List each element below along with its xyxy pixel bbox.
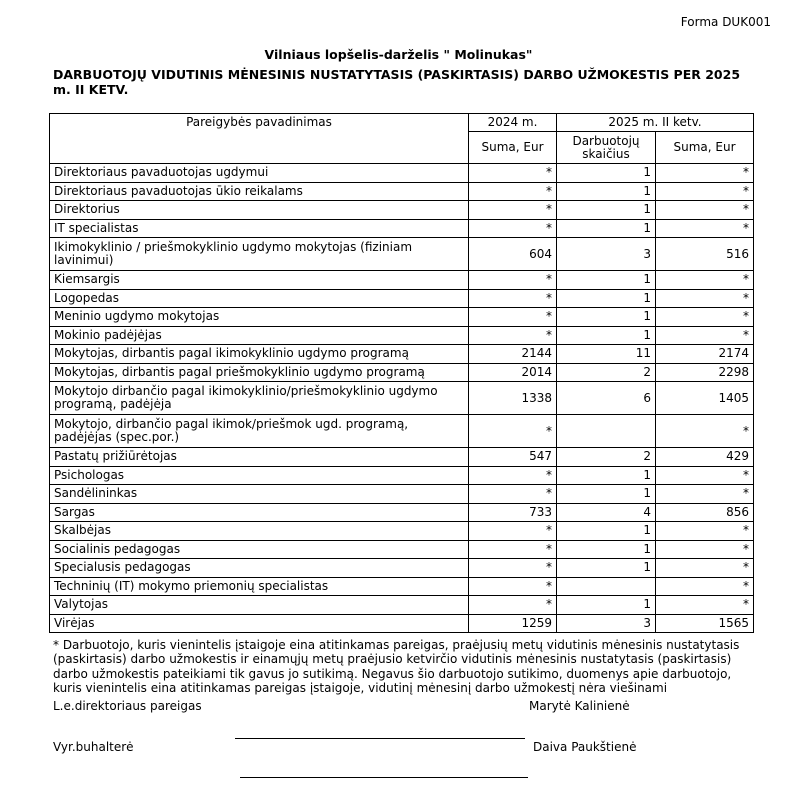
employee-count-cell: 11 [557,345,656,364]
sum-2025-cell: * [656,182,754,201]
sum-2024-cell: * [469,271,557,290]
employee-count-cell: 1 [557,219,656,238]
table-row [50,577,754,596]
header-employee-count: Darbuotojų skaičius [557,132,656,164]
employee-count-cell: 2 [557,363,656,382]
table-row [50,182,754,201]
sum-2025-cell: * [656,308,754,327]
sum-2024-cell: * [469,326,557,345]
sum-2024-cell: 547 [469,448,557,467]
employee-count-cell: 3 [557,614,656,633]
sum-2024-cell: * [469,559,557,578]
sum-2025-cell: 429 [656,448,754,467]
position-cell: Psichologas [50,466,469,485]
accountant-name: Daiva Paukštienė [533,740,637,754]
table-row [50,448,754,467]
sum-2025-cell: * [656,219,754,238]
position-cell: IT specialistas [50,219,469,238]
employee-count-cell: 1 [557,271,656,290]
position-cell: Sandėlininkas [50,485,469,504]
sum-2025-cell: 2174 [656,345,754,364]
organization-name: Vilniaus lopšelis-darželis " Molinukas" [264,47,533,62]
sum-2025-cell: * [656,326,754,345]
position-cell: Virėjas [50,614,469,633]
header-position: Pareigybės pavadinimas [50,114,469,164]
sum-2024-cell: 2144 [469,345,557,364]
table-row [50,522,754,541]
position-cell: Direktoriaus pavaduotojas ugdymui [50,164,469,183]
position-cell: Mokytojas, dirbantis pagal priešmokyklinio ugdymo programą [50,363,469,382]
employee-count-cell: 6 [557,382,656,415]
position-cell: Mokytojo, dirbančio pagal ikimok/priešmok ugd. programą, padėjėjas (spec.por.) [50,415,469,448]
position-cell: Kiemsargis [50,271,469,290]
employee-count-cell: 4 [557,503,656,522]
position-cell: Logopedas [50,289,469,308]
sum-2025-cell: * [656,289,754,308]
header-year-2024: 2024 m. [469,114,557,132]
sum-2025-cell: * [656,577,754,596]
table-row [50,308,754,327]
position-cell: Direktoriaus pavaduotojas ūkio reikalams [50,182,469,201]
sum-2025-cell: * [656,201,754,220]
sum-2025-cell: 516 [656,238,754,271]
table-row [50,164,754,183]
sum-2025-cell: * [656,271,754,290]
employee-count-cell [557,577,656,596]
sum-2025-cell: * [656,522,754,541]
position-cell: Socialinis pedagogas [50,540,469,559]
sum-2024-cell: * [469,522,557,541]
sum-2024-cell: * [469,415,557,448]
table-row [50,271,754,290]
position-cell: Sargas [50,503,469,522]
header-sum-2024: Suma, Eur [469,132,557,164]
table-body [50,164,754,633]
sum-2025-cell: * [656,559,754,578]
report-title: DARBUOTOJŲ VIDUTINIS MĖNESINIS NUSTATYTASIS (PASKIRTASIS) DARBO UŽMOKESTIS PER 2025 m. II KETV. [53,67,741,97]
sum-2024-cell: * [469,289,557,308]
sum-2025-cell: 1565 [656,614,754,633]
sum-2024-cell: * [469,577,557,596]
employee-count-cell: 1 [557,182,656,201]
table-row [50,503,754,522]
table-row [50,238,754,271]
position-cell: Mokinio padėjėjas [50,326,469,345]
director-role: L.e.direktoriaus pareigas [53,699,202,713]
sum-2024-cell: * [469,201,557,220]
sum-2025-cell: 856 [656,503,754,522]
employee-count-cell: 1 [557,164,656,183]
employee-count-cell: 1 [557,466,656,485]
employee-count-cell: 1 [557,308,656,327]
employee-count-cell: 1 [557,596,656,615]
salary-table [49,113,754,633]
position-cell: Skalbėjas [50,522,469,541]
position-cell: Ikimokyklinio / priešmokyklinio ugdymo mokytojas (fiziniam lavinimui) [50,238,469,271]
table-row [50,415,754,448]
employee-count-cell: 1 [557,326,656,345]
position-cell: Valytojas [50,596,469,615]
employee-count-cell: 1 [557,201,656,220]
table-row [50,363,754,382]
sum-2024-cell: 604 [469,238,557,271]
table-row [50,559,754,578]
table-row [50,614,754,633]
sum-2024-cell: * [469,308,557,327]
sum-2025-cell: * [656,485,754,504]
sum-2025-cell: * [656,164,754,183]
position-cell: Pastatų prižiūrėtojas [50,448,469,467]
sum-2024-cell: 1259 [469,614,557,633]
position-cell: Meninio ugdymo mokytojas [50,308,469,327]
position-cell: Direktorius [50,201,469,220]
form-code: Forma DUK001 [680,15,771,29]
accountant-signature-line [240,777,528,778]
sum-2025-cell: * [656,540,754,559]
table-row [50,289,754,308]
employee-count-cell: 3 [557,238,656,271]
position-cell: Specialusis pedagogas [50,559,469,578]
header-sum-2025: Suma, Eur [656,132,754,164]
employee-count-cell: 1 [557,289,656,308]
table-row [50,219,754,238]
table-row [50,540,754,559]
footnote: * Darbuotojo, kuris vienintelis įstaigoje eina atitinkamas pareigas, praėjusių metų vidutinis mėnesinis nustatytasis (paskirtasis) darbo užmokestis ir einamųjų metų praėjusio ketvirčio vidutinis mėnesinis nustatytasis (paskirtasis) darbo užmokestis pateikiami tik gavus jo sutikimą. Negavus šio darbuotojo sutikimo, duomenys apie darbuotojo, kuris vienintelis eina atitinkamas pareigas įstaigoje, vidutinį mėnesinį darbo užmokestį nėra viešinami [53,638,740,696]
employee-count-cell: 2 [557,448,656,467]
sum-2024-cell: * [469,485,557,504]
table-row [50,201,754,220]
employee-count-cell: 1 [557,559,656,578]
sum-2024-cell: 1338 [469,382,557,415]
employee-count-cell: 1 [557,522,656,541]
sum-2025-cell: 1405 [656,382,754,415]
position-cell: Techninių (IT) mokymo priemonių specialistas [50,577,469,596]
sum-2025-cell: * [656,596,754,615]
director-signature-line [235,738,525,739]
table-row [50,485,754,504]
sum-2024-cell: * [469,466,557,485]
table-row [50,382,754,415]
table-row [50,596,754,615]
employee-count-cell: 1 [557,485,656,504]
sum-2025-cell: 2298 [656,363,754,382]
sum-2024-cell: * [469,182,557,201]
sum-2025-cell: * [656,415,754,448]
table-row [50,466,754,485]
employee-count-cell: 1 [557,540,656,559]
sum-2024-cell: * [469,164,557,183]
sum-2025-cell: * [656,466,754,485]
table-row [50,326,754,345]
position-cell: Mokytojas, dirbantis pagal ikimokyklinio ugdymo programą [50,345,469,364]
table-row [50,345,754,364]
sum-2024-cell: * [469,540,557,559]
position-cell: Mokytojo dirbančio pagal ikimokyklinio/priešmokyklinio ugdymo programą, padėjėja [50,382,469,415]
sum-2024-cell: * [469,219,557,238]
employee-count-cell [557,415,656,448]
accountant-role: Vyr.buhalterė [53,740,134,754]
director-name: Marytė Kalinienė [529,699,630,713]
sum-2024-cell: * [469,596,557,615]
sum-2024-cell: 733 [469,503,557,522]
header-period-2025-q2: 2025 m. II ketv. [557,114,754,132]
sum-2024-cell: 2014 [469,363,557,382]
